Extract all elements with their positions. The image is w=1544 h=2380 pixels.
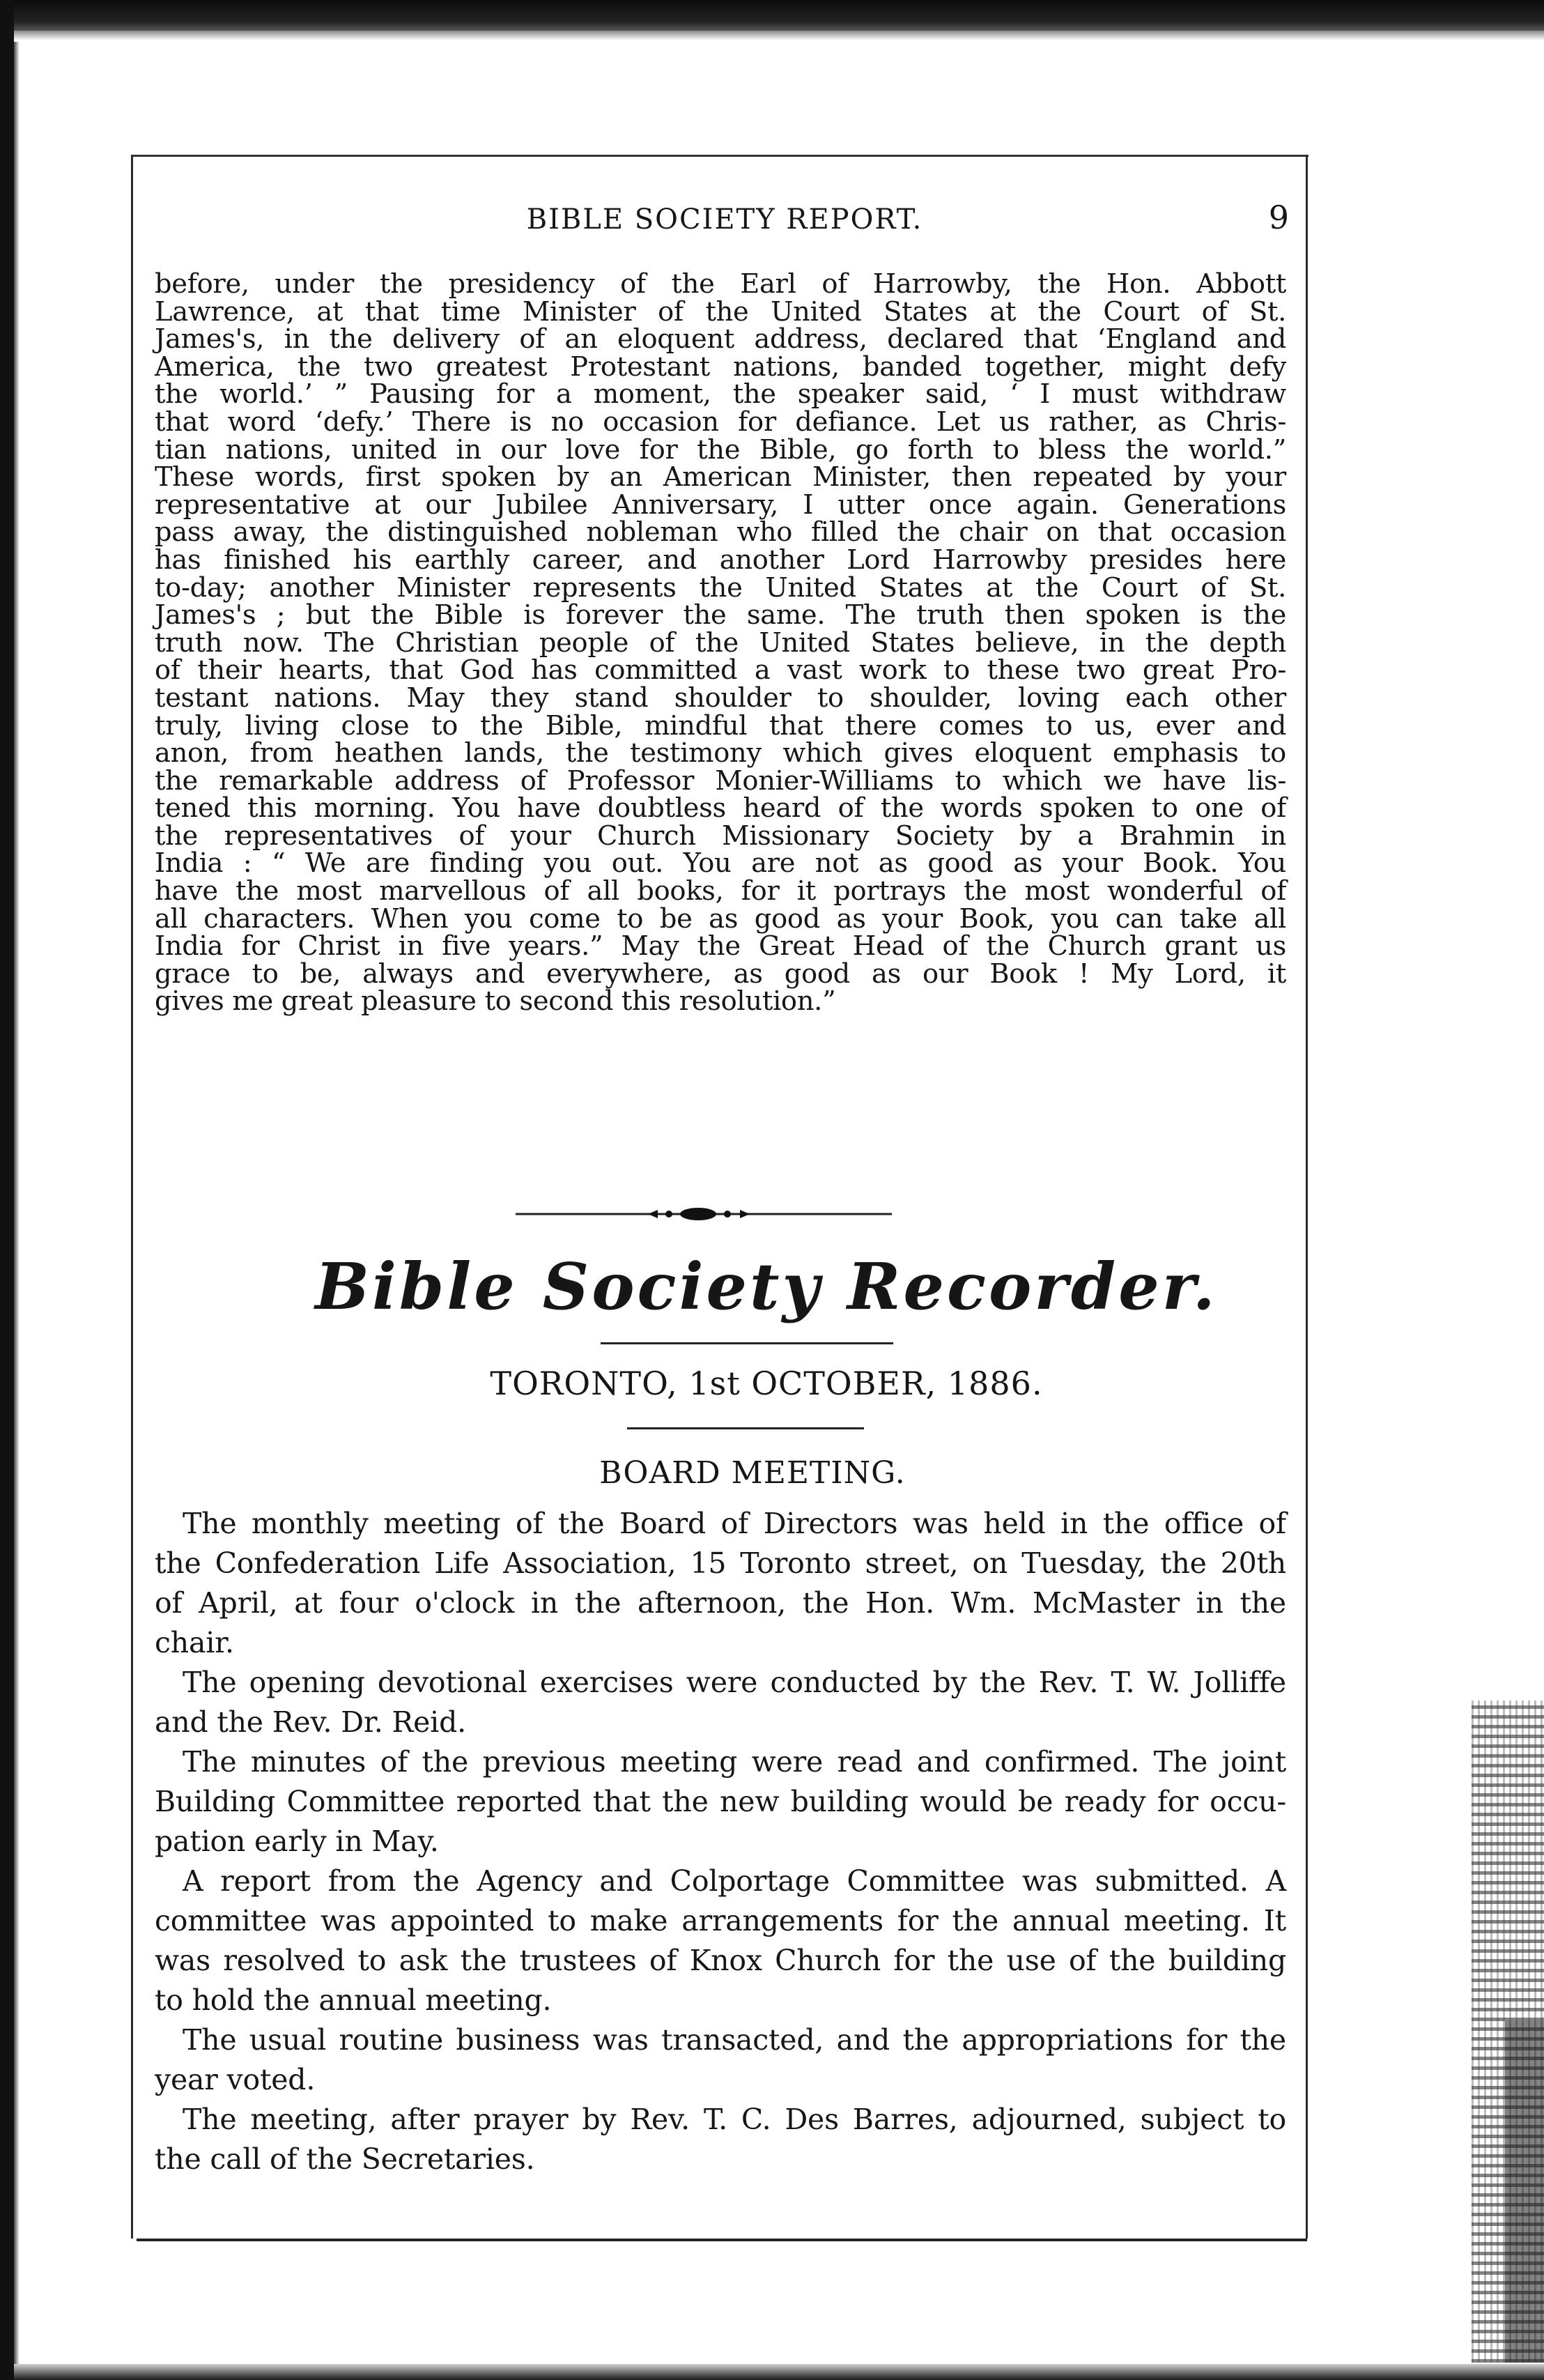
text-line: the call of the Secretaries. (155, 2142, 535, 2176)
scan-bottom-edge (14, 2364, 1544, 2380)
text-line: Lawrence, at that time Minister of the United States at the Court of St. (155, 295, 1286, 328)
text-line: The meeting, after prayer by Rev. T. C. Des Barres, adjourned, subject to (183, 2103, 1286, 2136)
text-line: tian nations, united in our love for the Bible, go forth to bless the world.” (155, 433, 1286, 466)
text-line: year voted. (155, 2063, 316, 2096)
text-line: The minutes of the previous meeting were read and confirmed. The joint (183, 1745, 1286, 1779)
scan-right-shadow (1505, 2021, 1544, 2363)
text-line: to-day; another Minister represents the United States at the Court of St. (155, 571, 1286, 604)
dateline: TORONTO, 1st OCTOBER, 1886. (490, 1365, 1043, 1402)
text-line: grace to be, always and everywhere, as good as our Book ! My Lord, it (155, 958, 1286, 990)
text-line: was resolved to ask the trustees of Knox Church for the use of the building (155, 1944, 1286, 1977)
text-line: pation early in May. (155, 1825, 439, 1858)
text-line: gives me great pleasure to second this resolution.” (155, 985, 836, 1018)
text-line: has finished his earthly career, and another Lord Harrowby presides here (155, 544, 1286, 576)
section-heading: BOARD MEETING. (599, 1455, 906, 1491)
text-line: the Confederation Life Association, 15 Toronto street, on Tuesday, the 20th (155, 1546, 1286, 1580)
text-line: to hold the annual meeting. (155, 1983, 552, 2017)
scan-top-shadow (0, 31, 1544, 40)
ornamental-divider (516, 1206, 892, 1222)
text-line: testant nations. May they stand shoulder to shoulder, loving each other (155, 682, 1286, 714)
scan-top-edge (0, 0, 1544, 31)
text-line: truly, living close to the Bible, mindful that there comes to us, ever and (155, 709, 1286, 742)
text-line: of their hearts, that God has committed a vast work to these two great Pro- (155, 654, 1286, 686)
page-frame-top (131, 155, 1308, 157)
text-line: and the Rev. Dr. Reid. (155, 1705, 466, 1739)
text-line: before, under the presidency of the Earl of Harrowby, the Hon. Abbott (155, 268, 1286, 300)
text-line: truth now. The Christian people of the United States believe, in the depth (155, 627, 1286, 659)
page-frame-left (131, 155, 133, 2239)
text-line: the remarkable address of Professor Monier-Williams to which we have lis- (155, 765, 1286, 797)
text-line: have the most marvellous of all books, for it portrays the most wonderful of (155, 875, 1286, 907)
text-line: James's, in the delivery of an eloquent address, declared that ‘England and (155, 323, 1286, 355)
text-line: committee was appointed to make arrangements for the annual meeting. It (155, 1904, 1286, 1937)
text-line: America, the two greatest Protestant nations, banded together, might defy (155, 351, 1286, 383)
text-line: the world.’ ” Pausing for a moment, the speaker said, ‘ I must withdraw (155, 378, 1286, 410)
title-rule (601, 1342, 893, 1344)
text-line: The monthly meeting of the Board of Directors was held in the office of (183, 1507, 1286, 1540)
text-line: Building Committee reported that the new building would be ready for occu- (155, 1785, 1286, 1818)
text-line: A report from the Agency and Colportage Committee was submitted. A (183, 1864, 1286, 1898)
scan-left-edge (0, 0, 14, 2380)
text-line: India for Christ in five years.” May the Great Head of the Church grant us (155, 930, 1286, 962)
recorder-title: Bible Society Recorder. (315, 1249, 1218, 1324)
text-line: representative at our Jubilee Anniversary, I utter once again. Generations (155, 489, 1286, 521)
text-line: all characters. When you come to be as good as your Book, you can take all (155, 903, 1286, 935)
text-line: anon, from heathen lands, the testimony which gives eloquent emphasis to (155, 737, 1286, 769)
text-line: India : “ We are finding you out. You are not as good as your Book. You (155, 847, 1286, 880)
text-line: These words, first spoken by an American Minister, then repeated by your (155, 461, 1286, 493)
text-line: pass away, the distinguished nobleman who filled the chair on that occasion (155, 516, 1286, 548)
text-line: that word ‘defy.’ There is no occasion for defiance. Let us rather, as Chris- (155, 406, 1286, 438)
board-meeting-text (155, 1504, 1286, 2179)
text-line: The usual routine business was transacted, and the appropriations for the (183, 2023, 1286, 2057)
text-line: The opening devotional exercises were conducted by the Rev. T. W. Jolliffe (183, 1666, 1286, 1699)
dateline-rule (627, 1427, 864, 1429)
page-number: 9 (1268, 199, 1289, 236)
running-header-title: BIBLE SOCIETY REPORT. (526, 204, 923, 236)
text-line: the representatives of your Church Missionary Society by a Brahmin in (155, 820, 1286, 852)
scan-left-shadow (14, 42, 20, 2380)
page-frame-bottom (137, 2239, 1307, 2241)
page-frame-right (1306, 155, 1308, 2239)
text-line: chair. (155, 1626, 234, 1659)
text-line: of April, at four o'clock in the afternoon, the Hon. Wm. McMaster in the (155, 1586, 1286, 1620)
speech-text (155, 268, 1286, 1018)
text-line: James's ; but the Bible is forever the same. The truth then spoken is the (155, 599, 1286, 631)
text-line: tened this morning. You have doubtless heard of the words spoken to one of (155, 792, 1286, 824)
